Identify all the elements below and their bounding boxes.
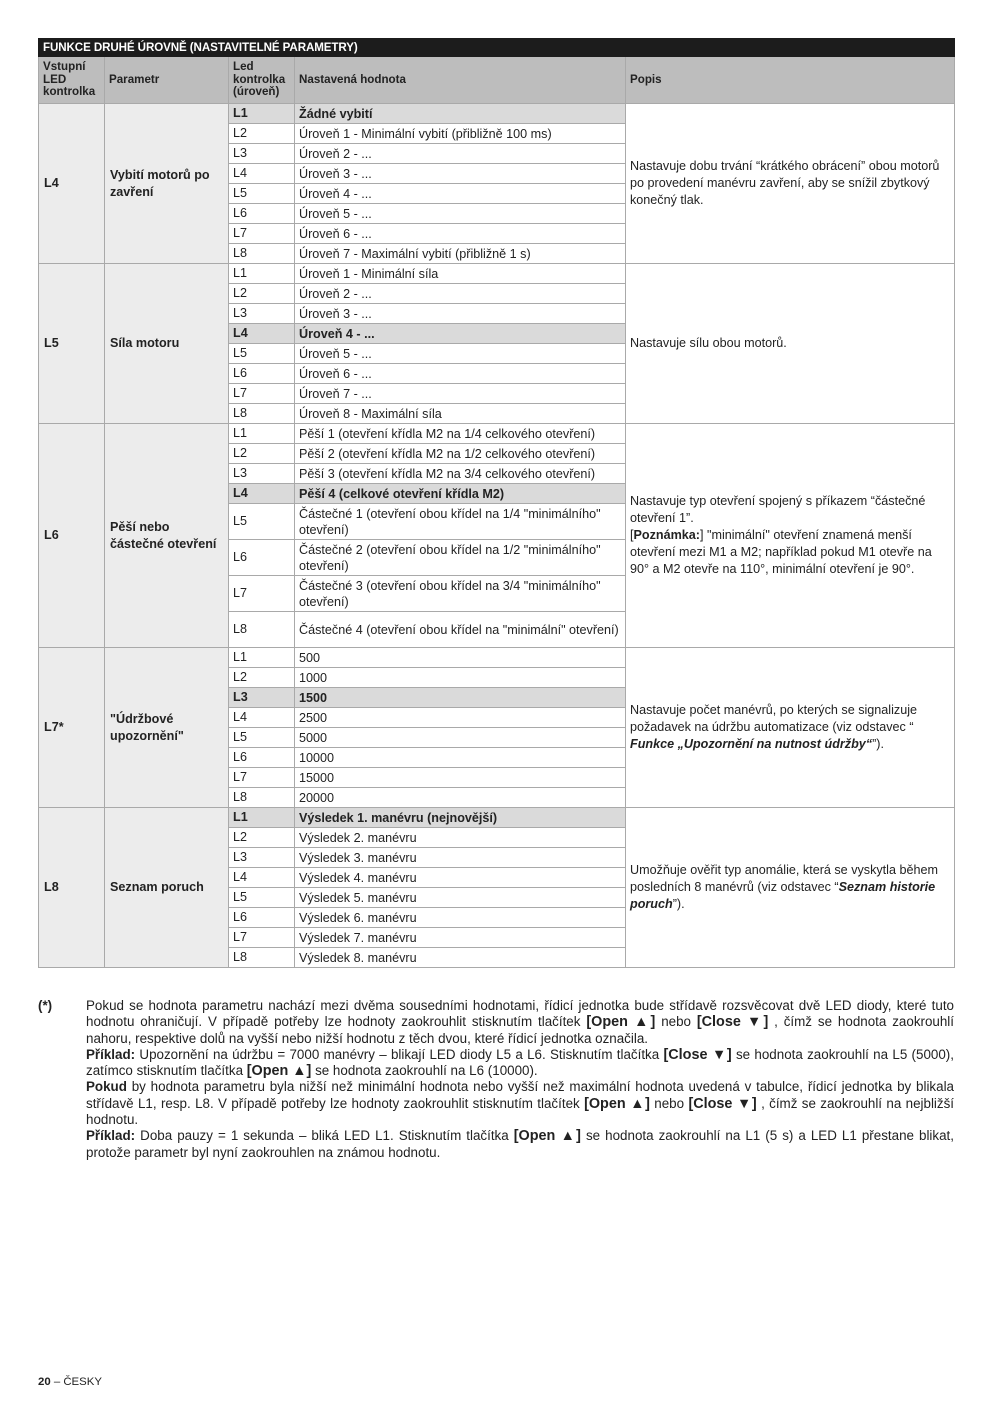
level-cell: L1	[229, 424, 295, 444]
header-description: Popis	[626, 57, 955, 104]
table-title: FUNKCE DRUHÉ ÚROVNĚ (NASTAVITELNÉ PARAMETRY)	[39, 39, 955, 57]
level-cell: L4	[229, 324, 295, 344]
level-cell: L8	[229, 244, 295, 264]
input-led-cell: L7*	[39, 648, 105, 808]
value-cell: Úroveň 5 - ...	[295, 204, 626, 224]
level-cell: L3	[229, 848, 295, 868]
value-cell: Výsledek 5. manévru	[295, 888, 626, 908]
value-cell: Úroveň 3 - ...	[295, 304, 626, 324]
level-cell: L7	[229, 768, 295, 788]
level-cell: L7	[229, 928, 295, 948]
value-cell: Úroveň 1 - Minimální síla	[295, 264, 626, 284]
value-cell: Částečné 1 (otevření obou křídel na 1/4 "minimálního" otevření)	[295, 504, 626, 540]
header-led-level: Led kontrolka (úroveň)	[229, 57, 295, 104]
level-cell: L7	[229, 224, 295, 244]
input-led-cell: L4	[39, 104, 105, 264]
level-cell: L2	[229, 124, 295, 144]
level-cell: L1	[229, 104, 295, 124]
level-cell: L3	[229, 688, 295, 708]
level-cell: L2	[229, 444, 295, 464]
value-cell: Úroveň 5 - ...	[295, 344, 626, 364]
parameter-cell: Seznam poruch	[105, 808, 229, 968]
level-cell: L5	[229, 888, 295, 908]
value-cell: Úroveň 1 - Minimální vybití (přibližně 100 ms)	[295, 124, 626, 144]
value-cell: 500	[295, 648, 626, 668]
footnote-paragraph-3: Pokud by hodnota parametru byla nižší než minimální hodnota nebo vyšší než maximální hodnota uvedená v tabulce, řídicí jednotka by blikala střídavě L1, resp. L8. V případě potřeby lze hodnoty zaokrouhlit stisknutím tlačítek [Open ▲] nebo [Close ▼] , čímž se zaokrouhlí na nejbližší hodnotu.	[86, 1079, 955, 1128]
value-cell: Úroveň 7 - Maximální vybití (přibližně 1 s)	[295, 244, 626, 264]
page-number: 20	[38, 1376, 51, 1388]
footnote-paragraph-2: Příklad: Upozornění na údržbu = 7000 manévry – blikají LED diody L5 a L6. Stisknutím tlačítka [Close ▼] se hodnota zaokrouhlí na L5 (5000), zatímco stisknutím tlačítka [Open ▲] se hodnota zaokrouhlí na L6 (10000).	[86, 1046, 954, 1080]
level-cell: L3	[229, 144, 295, 164]
value-cell: 5000	[295, 728, 626, 748]
table-row	[39, 648, 955, 668]
parameter-cell: Pěší nebo částečné otevření	[105, 424, 229, 648]
value-cell: 10000	[295, 748, 626, 768]
level-cell: L2	[229, 828, 295, 848]
level-cell: L4	[229, 868, 295, 888]
value-cell: 2500	[295, 708, 626, 728]
parameter-cell: Vybití motorů po zavření	[105, 104, 229, 264]
input-led-cell: L8	[39, 808, 105, 968]
value-cell: Pěší 3 (otevření křídla M2 na 3/4 celkového otevření)	[295, 464, 626, 484]
table-row	[39, 424, 955, 444]
value-cell: Pěší 4 (celkové otevření křídla M2)	[295, 484, 626, 504]
table-row	[39, 264, 955, 284]
level-cell: L2	[229, 284, 295, 304]
value-cell: Úroveň 4 - ...	[295, 324, 626, 344]
value-cell: 1500	[295, 688, 626, 708]
value-cell: Úroveň 2 - ...	[295, 144, 626, 164]
level-cell: L5	[229, 184, 295, 204]
value-cell: Pěší 1 (otevření křídla M2 na 1/4 celkového otevření)	[295, 424, 626, 444]
value-cell: Úroveň 4 - ...	[295, 184, 626, 204]
footnote	[38, 998, 954, 1161]
value-cell: Úroveň 3 - ...	[295, 164, 626, 184]
value-cell: Částečné 3 (otevření obou křídel na 3/4 "minimálního" otevření)	[295, 576, 626, 612]
value-cell: 20000	[295, 788, 626, 808]
parameters-table	[38, 38, 955, 968]
value-cell: Úroveň 8 - Maximální síla	[295, 404, 626, 424]
level-cell: L1	[229, 648, 295, 668]
input-led-cell: L6	[39, 424, 105, 648]
level-cell: L5	[229, 728, 295, 748]
header-parameter: Parametr	[105, 57, 229, 104]
level-cell: L7	[229, 384, 295, 404]
table-row	[39, 808, 955, 828]
level-cell: L3	[229, 304, 295, 324]
parameter-cell: "Údržbové upozornění"	[105, 648, 229, 808]
table-title-row	[39, 39, 955, 57]
value-cell: Pěší 2 (otevření křídla M2 na 1/2 celkového otevření)	[295, 444, 626, 464]
level-cell: L8	[229, 612, 295, 648]
input-led-cell: L5	[39, 264, 105, 424]
value-cell: Částečné 2 (otevření obou křídel na 1/2 "minimálního" otevření)	[295, 540, 626, 576]
header-led-input: Vstupní LED kontrolka	[39, 57, 105, 104]
table-header-row	[39, 57, 955, 104]
value-cell: 1000	[295, 668, 626, 688]
value-cell: Částečné 4 (otevření obou křídel na "minimální" otevření)	[295, 612, 626, 648]
level-cell: L6	[229, 748, 295, 768]
description-cell: Nastavuje typ otevření spojený s příkazem “částečné otevření 1”. [Poznámka:] "minimální" otevření znamená menší otevření mezi M1 a M2; například pokud M1 otevře na 90° a M2 otevře na 110°, minimální otevření je 90°.	[626, 424, 955, 648]
level-cell: L5	[229, 344, 295, 364]
footnote-paragraph-1: Pokud se hodnota parametru nachází mezi dvěma sousedními hodnotami, řídicí jednotka bude střídavě rozsvěcovat dvě LED diody, které tuto hodnotu ohraničují. V případě potřeby lze hodnoty zaokrouhlit stisknutím tlačítek [Open ▲] nebo [Close ▼] , čímž se hodnota zaokrouhlí nahoru, respektive dolů na vyšší nebo nižší hodnotu z těch dvou, které řídicí jednotka označila.	[86, 998, 955, 1046]
level-cell: L3	[229, 464, 295, 484]
footer-language: – ČESKY	[50, 1376, 102, 1388]
level-cell: L1	[229, 808, 295, 828]
value-cell: Výsledek 1. manévru (nejnovější)	[295, 808, 626, 828]
footnote-paragraph-4: Příklad: Doba pauzy = 1 sekunda – bliká LED L1. Stisknutím tlačítka [Open ▲] se hodnota zaokrouhlí na L1 (5 s) a LED L1 přestane blikat, protože parametr byl nyní zaokrouhlen na známou hodnotu.	[86, 1128, 954, 1160]
value-cell: Úroveň 6 - ...	[295, 224, 626, 244]
value-cell: 15000	[295, 768, 626, 788]
description-cell: Nastavuje dobu trvání “krátkého obrácení” obou motorů po provedení manévru zavření, aby se snížil zbytkový konečný tlak.	[626, 104, 955, 264]
description-cell: Nastavuje sílu obou motorů.	[626, 264, 955, 424]
level-cell: L8	[229, 948, 295, 968]
value-cell: Výsledek 2. manévru	[295, 828, 626, 848]
header-value: Nastavená hodnota	[295, 57, 626, 104]
level-cell: L4	[229, 164, 295, 184]
value-cell: Výsledek 8. manévru	[295, 948, 626, 968]
parameter-cell: Síla motoru	[105, 264, 229, 424]
value-cell: Úroveň 2 - ...	[295, 284, 626, 304]
value-cell: Výsledek 6. manévru	[295, 908, 626, 928]
level-cell: L6	[229, 540, 295, 576]
level-cell: L6	[229, 364, 295, 384]
level-cell: L8	[229, 788, 295, 808]
level-cell: L2	[229, 668, 295, 688]
footnote-marker: (*)	[38, 998, 53, 1013]
level-cell: L4	[229, 708, 295, 728]
level-cell: L6	[229, 908, 295, 928]
value-cell: Úroveň 7 - ...	[295, 384, 626, 404]
value-cell: Výsledek 4. manévru	[295, 868, 626, 888]
level-cell: L7	[229, 576, 295, 612]
level-cell: L8	[229, 404, 295, 424]
value-cell: Výsledek 7. manévru	[295, 928, 626, 948]
level-cell: L5	[229, 504, 295, 540]
level-cell: L4	[229, 484, 295, 504]
description-cell: Nastavuje počet manévrů, po kterých se signalizuje požadavek na údržbu automatizace (viz odstavec “ Funkce „Upozornění na nutnost údržby“”).	[626, 648, 955, 808]
description-cell: Umožňuje ověřit typ anomálie, která se vyskytla během posledních 8 manévrů (viz odstavec “Seznam historie poruch”).	[626, 808, 955, 968]
page-footer	[38, 1376, 102, 1388]
value-cell: Úroveň 6 - ...	[295, 364, 626, 384]
value-cell: Výsledek 3. manévru	[295, 848, 626, 868]
value-cell: Žádné vybití	[295, 104, 626, 124]
level-cell: L6	[229, 204, 295, 224]
table-row	[39, 104, 955, 124]
level-cell: L1	[229, 264, 295, 284]
